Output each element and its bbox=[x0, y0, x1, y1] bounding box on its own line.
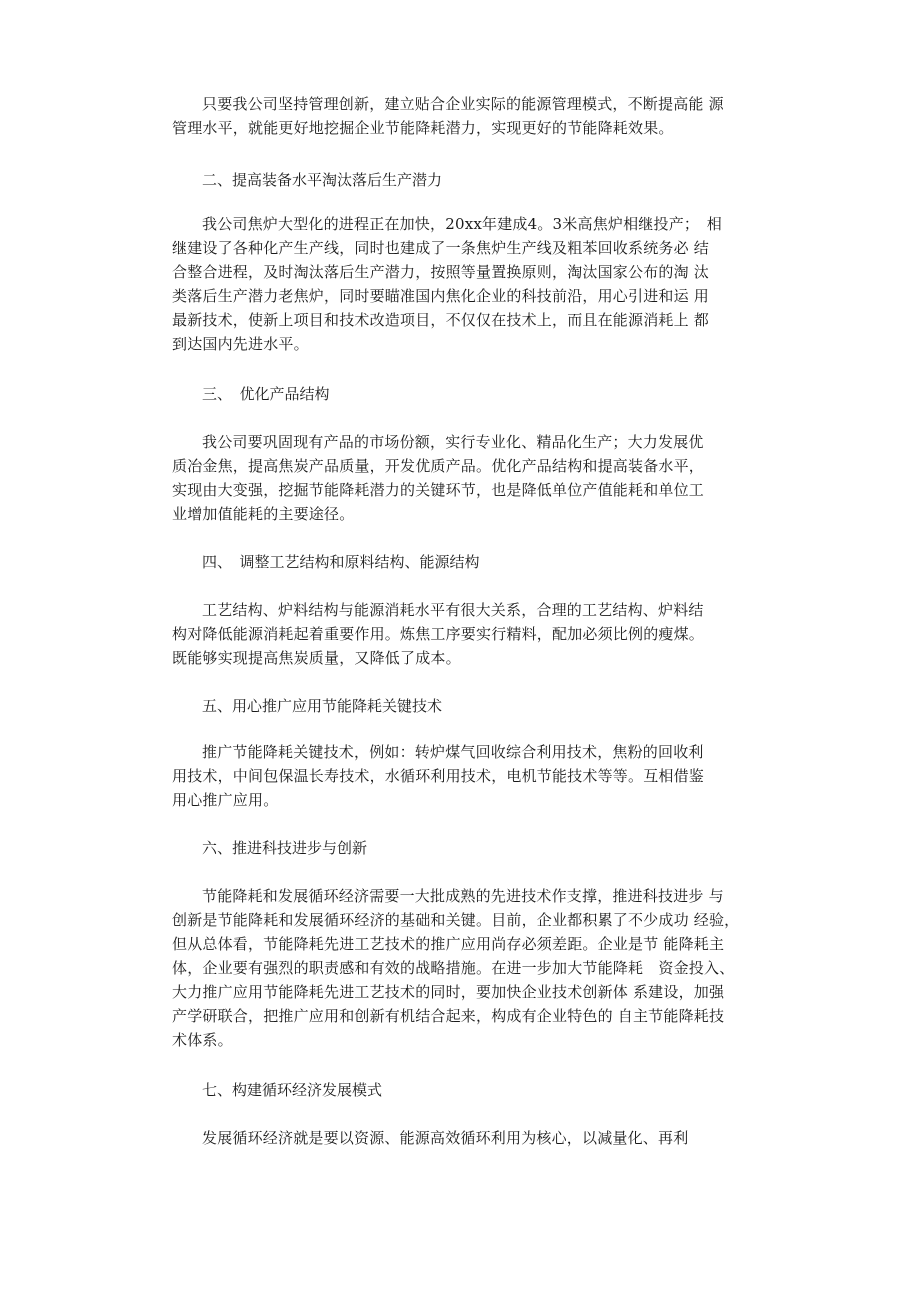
section-heading-3: 三、 优化产品结构 bbox=[202, 385, 330, 403]
text-line: 到达国内先进水平。 bbox=[172, 335, 309, 353]
text-line: 质冶金焦，提高焦炭产品质量，开发优质产品。优化产品结构和提高装备水平， bbox=[172, 457, 705, 475]
text-line: 产学研联合，把推广应用和创新有机结合起来，构成有企业特色的 自主节能降耗技 bbox=[172, 1007, 725, 1025]
paragraph-process-structure bbox=[172, 598, 772, 670]
section-heading-6: 六、推进科技进步与创新 bbox=[202, 839, 368, 857]
text-line: 实现由大变强，挖掘节能降耗潜力的关键环节，也是降低单位产值能耗和单位工 bbox=[172, 481, 705, 499]
section-heading-7: 七、构建循环经济发展模式 bbox=[202, 1081, 383, 1099]
text-line: 发展循环经济就是要以资源、能源高效循环利用为核心，以减量化、再利 bbox=[202, 1129, 689, 1147]
text-line: 继建设了各种化产生产线，同时也建成了一条焦炉生产线及粗苯回收系统务必 结 bbox=[172, 239, 709, 257]
text-line: 大力推广应用节能降耗先进工艺技术的同时，要加快企业技术创新体 系建设，加强 bbox=[172, 983, 725, 1001]
text-line: 最新技术，使新上项目和技术改造项目，不仅仅在技术上，而且在能源消耗上 都 bbox=[172, 311, 709, 329]
text-line: 合整合进程，及时淘汰落后生产潜力，按照等量置换原则，淘汰国家公布的淘 汰 bbox=[172, 263, 709, 281]
section-heading-5: 五、用心推广应用节能降耗关键技术 bbox=[202, 697, 443, 715]
text-line: 推广节能降耗关键技术，例如：转炉煤气回收综合利用技术，焦粉的回收利 bbox=[202, 743, 704, 761]
section-heading-4: 四、 调整工艺结构和原料结构、能源结构 bbox=[202, 553, 480, 571]
text-line: 但从总体看，节能降耗先进工艺技术的推广应用尚存必须差距。企业是节 能降耗主 bbox=[172, 935, 725, 953]
paragraph-product-structure bbox=[172, 430, 772, 526]
paragraph-innovation bbox=[172, 884, 772, 1052]
text-line: 用技术，中间包保温长寿技术，水循环利用技术，电机节能技术等等。互相借鉴 bbox=[172, 767, 705, 785]
section-heading-2: 二、提高装备水平淘汰落后生产潜力 bbox=[202, 171, 443, 189]
text-line: 类落后生产潜力老焦炉，同时要瞄准国内焦化企业的科技前沿，用心引进和运 用 bbox=[172, 287, 709, 305]
text-line: 节能降耗和发展循环经济需要一大批成熟的先进技术作支撑，推进科技进步 与 bbox=[202, 887, 724, 905]
paragraph-coke-oven bbox=[172, 212, 772, 356]
text-line: 既能够实现提高焦炭质量，又降低了成本。 bbox=[172, 649, 461, 667]
text-line: 构对降低能源消耗起着重要作用。炼焦工序要实行精料，配加必须比例的瘦煤。 bbox=[172, 625, 705, 643]
text-line: 创新是节能降耗和发展循环经济的基础和关键。目前，企业都积累了不少成功 经验， bbox=[172, 911, 740, 929]
paragraph-key-technologies bbox=[172, 740, 772, 812]
text-line: 用心推广应用。 bbox=[172, 791, 279, 809]
text-line: 我公司要巩固现有产品的市场份额，实行专业化、精品化生产；大力发展优 bbox=[202, 433, 704, 451]
text-line: 业增加值能耗的主要途径。 bbox=[172, 505, 355, 523]
paragraph-energy-management bbox=[172, 92, 772, 140]
text-line: 体，企业要有强烈的职责感和有效的战略措施。在进一步加大节能降耗 资金投入、 bbox=[172, 959, 735, 977]
text-line: 术体系。 bbox=[172, 1031, 233, 1049]
text-line: 工艺结构、炉料结构与能源消耗水平有很大关系，合理的工艺结构、炉料结 bbox=[202, 601, 704, 619]
text-line: 我公司焦炉大型化的进程正在加快，20xx年建成4。3米高焦炉相继投产； 相 bbox=[202, 215, 722, 233]
text-line: 只要我公司坚持管理创新，建立贴合企业实际的能源管理模式，不断提高能 源 bbox=[202, 95, 724, 113]
text-line: 管理水平，就能更好地挖掘企业节能降耗潜力，实现更好的节能降耗效果。 bbox=[172, 119, 674, 137]
paragraph-circular-economy bbox=[172, 1126, 772, 1150]
